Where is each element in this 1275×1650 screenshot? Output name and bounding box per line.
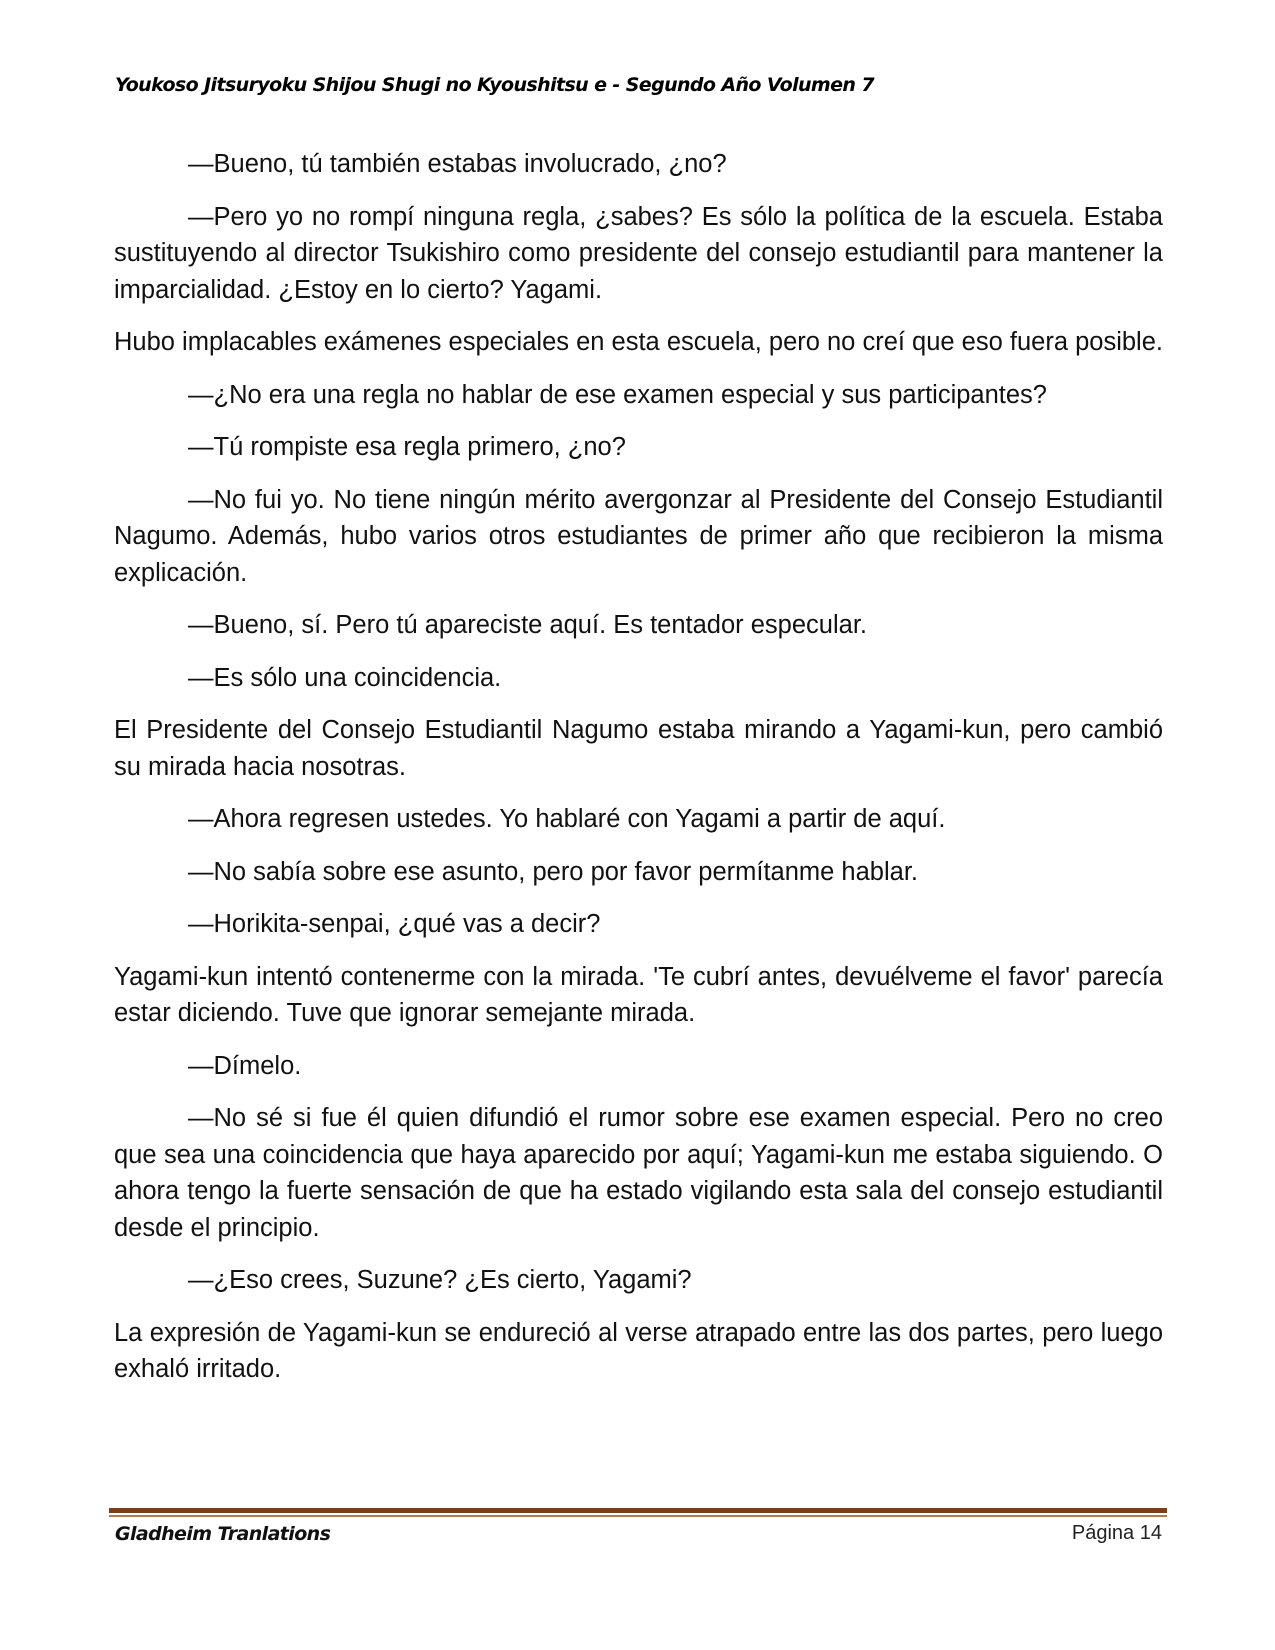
paragraph: —Bueno, tú también estabas involucrado, ¿no?	[188, 150, 727, 178]
page-number-value: 14	[1139, 1522, 1162, 1544]
paragraph: —Pero yo no rompí ninguna regla, ¿sabes? Es sólo la política de la escuela. Estaba sustituyendo al director Tsukishiro como presidente del consejo estudiantil para mantener la imparcialidad. ¿Estoy en lo cierto? Yagami.	[114, 202, 1163, 304]
paragraph: Yagami-kun intentó contenerme con la mirada. 'Te cubrí antes, devuélveme el favor' parecía estar diciendo. Tuve que ignorar semejante mirada.	[114, 962, 1163, 1027]
paragraph: Hubo implacables exámenes especiales en esta escuela, pero no creí que eso fuera posible.	[114, 328, 1163, 356]
paragraph: —No sabía sobre ese asunto, pero por favor permítanme hablar.	[188, 857, 918, 886]
paragraph: La expresión de Yagami-kun se endureció al verse atrapado entre las dos partes, pero luego exhaló irritado.	[114, 1318, 1163, 1383]
page-label: Página	[1071, 1522, 1135, 1544]
paragraph: —No fui yo. No tiene ningún mérito avergonzar al Presidente del Consejo Estudiantil Nagumo. Además, hubo varios otros estudiantes de primer año que recibieron la misma explicación.	[114, 485, 1163, 587]
paragraph: —Dímelo.	[188, 1051, 302, 1080]
paragraph: —¿No era una regla no hablar de ese examen especial y sus participantes?	[188, 380, 1047, 409]
paragraph: —Ahora regresen ustedes. Yo hablaré con Yagami a partir de aquí.	[188, 805, 946, 833]
paragraph: —¿Eso crees, Suzune? ¿Es cierto, Yagami?	[188, 1266, 692, 1294]
page-number	[1072, 1522, 1162, 1545]
paragraph: El Presidente del Consejo Estudiantil Nagumo estaba mirando a Yagami-kun, pero cambió su mirada hacia nosotras.	[114, 716, 1163, 781]
page-body	[114, 146, 1163, 1404]
paragraph: —Es sólo una coincidencia.	[188, 663, 502, 692]
paragraph: —Horikita-senpai, ¿qué vas a decir?	[188, 910, 601, 938]
paragraph: —Bueno, sí. Pero tú apareciste aquí. Es tentador especular.	[188, 611, 867, 639]
paragraph: —No sé si fue él quien difundió el rumor sobre ese examen especial. Pero no creo que sea una coincidencia que haya aparecido por aquí; Yagami-kun me estaba siguiendo. O ahora tengo la fuerte sensación de que ha estado vigilando esta sala del consejo estudiantil desde el principio.	[114, 1104, 1163, 1242]
footer-rule-thin	[109, 1515, 1167, 1517]
footer-rule-thick	[109, 1508, 1167, 1513]
footer-credit: Gladheim Tranlations	[115, 1523, 331, 1545]
paragraph: —Tú rompiste esa regla primero, ¿no?	[188, 433, 626, 461]
running-header: Youkoso Jitsuryoku Shijou Shugi no Kyoushitsu e - Segundo Año Volumen 7	[115, 74, 874, 96]
